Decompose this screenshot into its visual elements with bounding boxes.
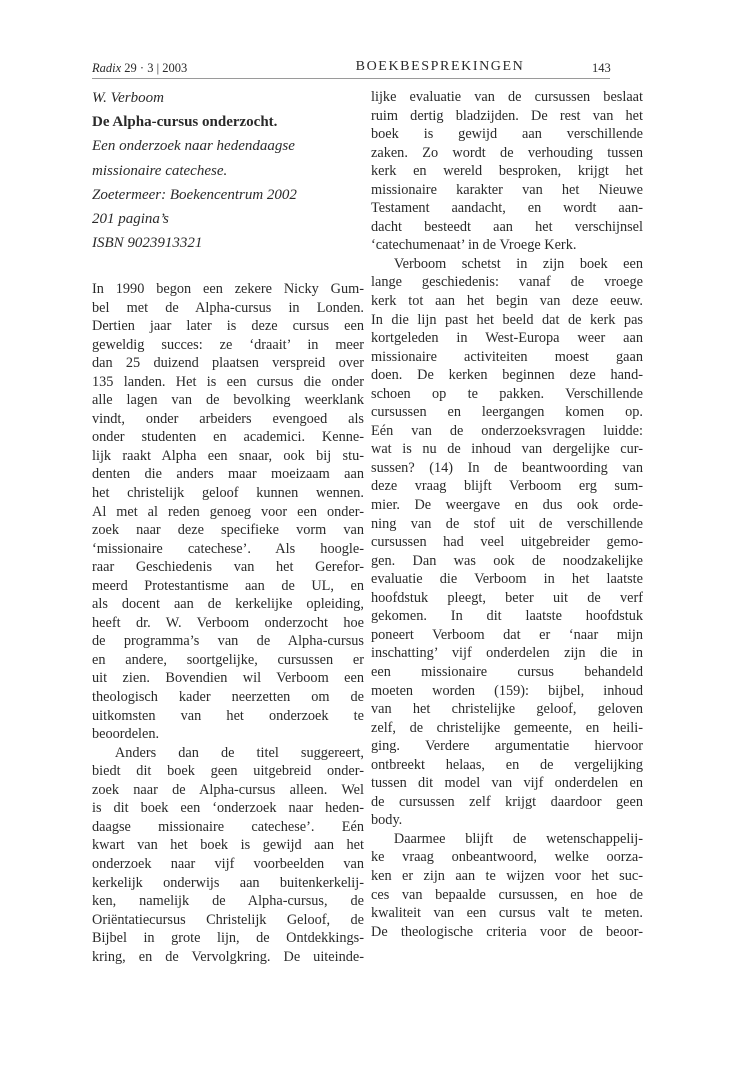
- running-header-journal: [92, 60, 187, 76]
- text-line: onderzoek naar vijf voorbeelden van: [92, 855, 364, 872]
- text-line: denten die anders maar moeizaam aan: [92, 466, 364, 483]
- text-line: schoen op te pakken. Verschillende: [371, 385, 643, 402]
- text-line: Oriëntatiecursus Christelijk Geloof, de: [92, 911, 364, 928]
- text-line: zaken. Zo wordt de verhouding tussen: [371, 144, 643, 161]
- page-number: 143: [592, 61, 611, 75]
- text-line: tussen dit model van vijf onderdelen en: [371, 775, 643, 792]
- text-line: alle lagen van de bevolking weerklank: [92, 392, 364, 409]
- text-line: lijk raakt Alpha een snaar, ook bij stu-: [92, 447, 364, 464]
- text-line: Dertien jaar later is deze cursus een: [92, 318, 364, 335]
- text-line: dacht besteedt aan het verschijnsel: [371, 218, 643, 235]
- book-author: W. Verboom: [92, 90, 164, 106]
- text-line: Al met al reden genoeg voor een onder-: [92, 503, 364, 520]
- text-line: ‘missionaire catechese’. Als hoogle-: [92, 540, 364, 557]
- text-line: gekomen. In dit laatste hoofdstuk: [371, 608, 643, 625]
- book-subtitle-line-2: missionaire catechese.: [92, 162, 228, 179]
- text-line: een missionaire cursus behandeld: [371, 663, 643, 680]
- text-line: Verboom schetst in zijn boek een: [393, 255, 643, 272]
- text-line: theologisch kader neerzetten om de: [92, 689, 364, 706]
- text-line: ontbreekt helaas, en de vergelijking: [371, 756, 643, 773]
- book-publisher: Zoetermeer: Boekencentrum 2002: [92, 186, 297, 203]
- text-line: mier. De weergave en dus ook orde-: [371, 497, 643, 514]
- header-rule: [92, 78, 610, 79]
- text-line: kortgeleden in West-Europa weer aan: [371, 330, 643, 347]
- text-line: bel met de Alpha-cursus in Londen.: [92, 299, 364, 316]
- text-line: boek is gewijd aan verschillende: [371, 126, 643, 143]
- text-line: Bijbel in grote lijn, de Ontdekkings-: [92, 930, 364, 947]
- text-line: hoofdstuk pleegt, beter uit de verf: [371, 589, 643, 606]
- book-title: De Alpha-cursus onderzocht.: [92, 114, 278, 131]
- text-line: daagse missionaire catechese’. Eén: [92, 818, 364, 835]
- text-line: geweldig succes: ze ‘draait’ in meer: [92, 336, 364, 353]
- text-line: kerkelijk onderwijs aan buitenkerkelij-: [92, 874, 364, 891]
- issue-info: 29 · 3 | 2003: [124, 61, 188, 75]
- journal-name: Radix: [92, 61, 122, 75]
- book-subtitle-line-1: Een onderzoek naar hedendaagse: [92, 138, 295, 155]
- text-line: gen. Dan was ook de noodzakelijke: [371, 552, 643, 569]
- text-line: is dit boek een ‘onderzoek naar heden-: [92, 800, 364, 817]
- text-line: Testament aandacht, en wordt aan-: [371, 200, 643, 217]
- text-line: zoek naar de Alpha-cursus alleen. Wel: [92, 781, 364, 798]
- text-line: inschatting’ vijf onderdelen zijn die in: [371, 645, 643, 662]
- text-line: moeten worden (159): bijbel, inhoud: [371, 682, 643, 699]
- text-line: ning van de stof uit de verschillende: [371, 515, 643, 532]
- text-line: zoek naar deze specifieke vorm van: [92, 522, 364, 539]
- section-title: BOEKBESPREKINGEN: [355, 59, 525, 74]
- text-line: wat is nu de inhoud van dergelijke cur-: [371, 441, 643, 458]
- text-line: 135 landen. Het is een cursus die onder: [92, 373, 364, 390]
- text-line: evaluatie die Verboom in het laatste: [371, 571, 643, 588]
- text-line: uit zien. Bovendien wil Verboom een: [92, 670, 364, 687]
- text-line: het christelijk geloof kunnen wennen.: [92, 485, 364, 502]
- text-line: zelf, de christelijke gemeente, en heili-: [371, 719, 643, 736]
- right-column-text: [371, 88, 643, 941]
- text-line: heeft dr. W. Verboom onderzocht hoe: [92, 614, 364, 631]
- text-line: meerd Protestantisme aan de UL, en: [92, 577, 364, 594]
- text-line: lijke evaluatie van de cursussen beslaat: [371, 89, 643, 105]
- text-line: ken, namelijk de Alpha-cursus, de: [92, 893, 364, 910]
- text-line: ‘catechumenaat’ in de Vroege Kerk.: [371, 237, 577, 254]
- text-line: doen. De kerken beginnen deze hand-: [371, 367, 643, 384]
- text-line: ruim dertig bladzijden. De rest van het: [371, 107, 643, 124]
- review-bibliographic-info: [92, 86, 364, 255]
- text-line: De theologische criteria voor de beoor-: [371, 923, 643, 940]
- text-line: sussen? (14) In de beantwoording van: [371, 459, 643, 476]
- text-line: de cursussen zelf krijgt daardoor geen: [371, 793, 643, 810]
- book-pages: 201 pagina’s: [92, 211, 169, 228]
- text-line: In die lijn past het beeld dat de kerk pas: [371, 311, 643, 328]
- left-column-text: [92, 280, 364, 966]
- text-line: de programma’s van de Alpha-cursus: [92, 633, 364, 650]
- text-line: ces van bepaalde cursussen, en hoe de: [371, 886, 643, 903]
- text-line: ging. Verdere argumentatie hiervoor: [371, 738, 643, 755]
- text-line: missionaire activiteiten moest gaan: [371, 348, 643, 365]
- text-line: poneert Verboom dat er ‘naar mijn: [371, 626, 643, 643]
- text-line: en andere, soortgelijke, cursussen er: [92, 651, 364, 668]
- text-line: kwart van het boek is gewijd aan het: [92, 837, 364, 854]
- text-line: raar Geschiedenis van het Gerefor-: [92, 559, 364, 576]
- text-line: biedt dit boek geen uitgebreid onder-: [92, 763, 364, 780]
- text-line: van het christelijke geloof, geloven: [371, 701, 643, 718]
- text-line: uitkomsten van het onderzoek te: [92, 707, 364, 724]
- text-line: ke vraag onbeantwoord, welke oorza-: [371, 849, 643, 866]
- text-line: vindt, onder arbeiders evengoed als: [92, 410, 364, 427]
- text-line: beoordelen.: [92, 726, 160, 743]
- text-line: dan 25 duizend plaatsen verspreid over: [92, 355, 364, 372]
- text-line: In 1990 begon een zekere Nicky Gum-: [92, 281, 364, 297]
- text-line: kerk en wereld besproken, krijgt het: [371, 163, 643, 180]
- text-line: ken er zijn aan te wijzen voor het suc-: [371, 867, 643, 884]
- text-line: missionaire karakter van het Nieuwe: [371, 181, 643, 198]
- text-line: kwaliteit van een cursus valt te meten.: [371, 905, 643, 922]
- text-line: lange geschiedenis: vanaf de vroege: [371, 274, 643, 291]
- text-line: kerk tot aan het begin van deze eeuw.: [371, 293, 643, 310]
- text-line: cursussen had veel uitgebreider gemo-: [371, 534, 643, 551]
- text-line: als docent aan de kerkelijke opleiding,: [92, 596, 364, 613]
- text-line: body.: [371, 812, 403, 829]
- text-line: deze vraag blijft Verboom erg sum-: [371, 478, 643, 495]
- text-line: Anders dan de titel suggereert,: [114, 744, 364, 761]
- text-line: cursussen en leergangen komen op.: [371, 404, 643, 421]
- text-line: Daarmee blijft de wetenschappelij-: [393, 830, 643, 847]
- text-line: onder studenten en academici. Kenne-: [92, 429, 364, 446]
- text-line: Eén van de onderzoeksvragen luidde:: [371, 422, 643, 439]
- book-isbn: ISBN 9023913321: [92, 235, 203, 252]
- text-line: kring, en de Vervolgkring. De uiteinde-: [92, 948, 364, 965]
